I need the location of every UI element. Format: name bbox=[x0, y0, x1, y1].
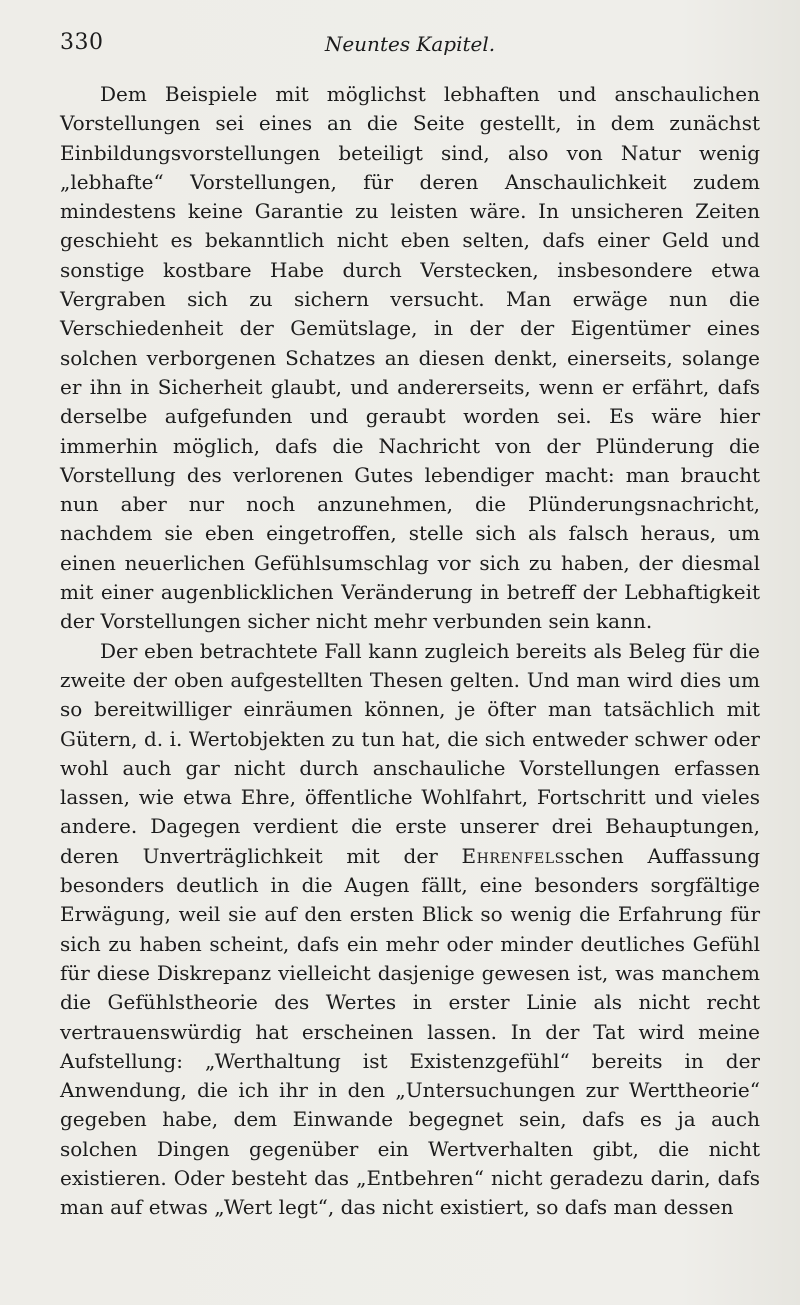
author-name-ehrenfels: Ehrenfels bbox=[461, 843, 565, 868]
paragraph-text: schen Auffassung besonders deutlich in die Augen fällt, eine besonders sorgfältige Erwägung, weil sie auf den ersten Blick so wenig die Erfahrung für sich zu haben scheint, dafs ein mehr oder minder deutliches Gefühl für diese Diskrepanz vielleicht dasjenige gewesen ist, was manchem die Gefühlstheorie des Wertes in erster Linie als nicht recht vertrauenswürdig hat erscheinen lassen. In der Tat wird meine Aufstellung: „Werthaltung ist Existenzgefühl“ bereits in der Anwendung, die ich ihr in den „Untersuchungen zur Werttheorie“ gegeben habe, dem Einwande begegnet sein, dafs es ja auch solchen Dingen gegenüber ein Wertverhalten gibt, die nicht existieren. Oder besteht das „Entbehren“ nicht geradezu darin, dafs man auf etwas „Wert legt“, das nicht existiert, so dafs man dessen bbox=[60, 843, 761, 1220]
paragraph-1 bbox=[60, 80, 760, 637]
paragraph-text: Dem Beispiele mit möglichst lebhaften und anschaulichen Vorstellungen sei eines an die Seite gestellt, in dem zunächst Einbildungsvorstellungen beteiligt sind, also von Natur wenig „lebhafte“ Vorstellungen, für deren Anschaulichkeit zudem mindestens keine Garantie zu leisten wäre. In unsicheren Zeiten geschieht es bekanntlich nicht eben selten, dafs einer Geld und sonstige kostbare Habe durch Verstecken, insbesondere etwa Vergraben sich zu sichern versucht. Man erwäge nun die Verschiedenheit der Gemütslage, in der der Eigentümer eines solchen verborgenen Schatzes an diesen denkt, einerseits, solange er ihn in Sicherheit glaubt, und andererseits, wenn er erfährt, dafs derselbe aufgefunden und geraubt worden sei. Es wäre hier immerhin möglich, dafs die Nachricht von der Plünderung die Vorstellung des verlorenen Gutes lebendiger macht: man braucht nun aber nur noch anzunehmen, die Plünderungsnachricht, nachdem sie eben eingetroffen, stelle sich als falsch heraus, um einen neuerlichen Gefühlsumschlag vor sich zu haben, der diesmal mit einer augenblicklichen Veränderung in betreff der Lebhaftigkeit der Vorstellungen sicher nicht mehr verbunden sein kann. bbox=[60, 82, 760, 634]
body-text bbox=[60, 80, 760, 1223]
page-header bbox=[60, 30, 760, 60]
page-number: 330 bbox=[60, 30, 104, 55]
running-head: Neuntes Kapitel. bbox=[324, 32, 496, 56]
paragraph-text: Der eben betrachtete Fall kann zugleich bereits als Beleg für die zweite der oben aufgestellten Thesen gelten. Und man wird dies um so bereitwilliger einräumen können, je öfter man tatsächlich mit Gütern, d. i. Wertobjekten zu tun hat, die sich entweder schwer oder wohl auch gar nicht durch anschauliche Vorstellungen erfassen lassen, wie etwa Ehre, öffentliche Wohlfahrt, Fortschritt und vieles andere. Dagegen verdient die erste unserer drei Behauptungen, deren Unverträglichkeit mit der bbox=[60, 638, 760, 868]
paragraph-2 bbox=[60, 637, 760, 1223]
